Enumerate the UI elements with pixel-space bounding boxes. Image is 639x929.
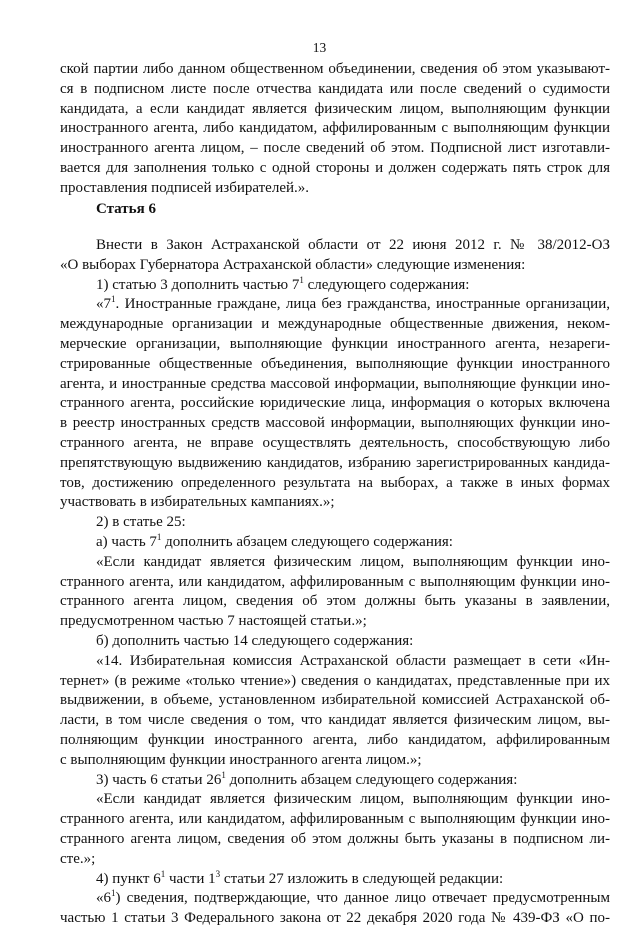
amendment-item-1: 1) статью 3 дополнить частью $7^1$ следующего содержания:	[96, 274, 470, 293]
amendment-item-3: 3) часть 6 статьи $26^1$ дополнить абзацем следующего содержания:	[96, 769, 518, 788]
text-line: тов, достижению определенного результата на выборах, а также в иных формах	[60, 474, 610, 491]
text-line: вается для заполнения только с одной стороны и должен содержать пять строк для	[60, 159, 610, 176]
text-line: Внести в Закон Астраханской области от 22 июня 2012 г. № 38/2012-ОЗ	[96, 237, 610, 253]
text-line: тернет» (в режиме «только чтение») сведения о кандидатах, представленные при их	[60, 672, 610, 689]
text-line: ласти, в том числе сведения о том, что кандидат является физическим лицом, вы-	[60, 712, 610, 729]
amendment-item-2: 2) в статье 25:	[96, 514, 186, 531]
text-line: ся в подписном листе после отчества кандидата или после сведений о судимости	[60, 80, 610, 97]
text-line: странного агента, российские юридические лица, информация о которых включена	[60, 395, 610, 412]
text-line: иностранного агента лицом, – после сведений об этом. Подписной лист изготавли-	[60, 140, 610, 157]
text-line: странного агента лицом, сведения об этом должны быть указаны в заявлении,	[60, 593, 610, 610]
article-heading: Статья 6	[96, 201, 156, 217]
text-line: проставления подписей избирателей.».	[60, 179, 310, 196]
quoted-point-6-1-first-line: «$6^1$) сведения, подтверждающие, что данное лицо отвечает предусмотренным	[96, 888, 610, 907]
text-line: агента, и иностранные средства массовой информации, выполняющие функции ино-	[60, 375, 610, 392]
quoted-part-7-1-first-line: «$7^1$. Иностранные граждане, лица без гражданства, иностранные организации,	[96, 294, 610, 313]
text-line: кандидата, а если кандидат является физическим лицом, выполняющим функции	[60, 100, 610, 117]
text-line: стрированные общественные объединения, выполняющие функции иностранного	[60, 355, 610, 372]
text-line: ской партии либо данном общественном объединении, сведения об этом указывают-	[60, 61, 610, 77]
text-line: странного агента, или кандидатом, аффилированным с выполняющим функции ино-	[60, 811, 610, 828]
continuation-paragraph	[60, 60, 610, 199]
article-body	[60, 236, 610, 929]
text-line: с выполняющим функции иностранного агента лицом.»;	[60, 751, 422, 768]
text-line: выдвижении, в объеме, установленном избирательной комиссией Астраханской об-	[60, 692, 610, 709]
text-line: «14. Избирательная комиссия Астраханской области размещает в сети «Ин-	[96, 652, 610, 669]
text-line: странного агента лицом, сведения об этом должны быть указаны в подписном ли-	[60, 830, 610, 847]
text-line: «О выборах Губернатора Астраханской области» следующие изменения:	[60, 256, 526, 273]
text-line: мерческие организации, выполняющие функции иностранного агента, незареги-	[60, 335, 610, 352]
text-line: международные организации и международные общественные движения, неком-	[60, 316, 610, 333]
text-line: «Если кандидат является физическим лицом, выполняющим функции ино-	[96, 791, 610, 808]
text-line: в реестр иностранных средств массовой информации, выполняющих функции ино-	[60, 415, 610, 432]
amendment-item-2b: б) дополнить частью 14 следующего содержания:	[96, 632, 414, 649]
amendment-item-2a: а) часть $7^1$ дополнить абзацем следующего содержания:	[96, 531, 453, 550]
text-line: участвовать в избирательных кампаниях.»;	[60, 494, 335, 511]
text-line: частью 1 статьи 3 Федерального закона от 22 декабря 2020 года № 439-ФЗ «О по-	[60, 910, 610, 927]
text-line: странного агента, не вправе осуществлять деятельность, способствующую либо	[60, 434, 610, 451]
text-line: иностранного агента, либо кандидатом, аффилированным с выполняющим функции	[60, 120, 610, 137]
text-line: препятствующую выдвижению кандидатов, избранию зарегистрированных кандида-	[60, 454, 610, 471]
text-line: сте.»;	[60, 850, 96, 867]
text-line: полняющим функции иностранного агента, либо кандидатом, аффилированным	[60, 731, 610, 748]
text-line: странного агента, или кандидатом, аффилированным с выполняющим функции ино-	[60, 573, 610, 590]
amendment-item-4: 4) пункт $6^1$ части $1^3$ статьи 27 изложить в следующей редакции:	[96, 868, 504, 887]
text-line: предусмотренном частью 7 настоящей статьи.»;	[60, 613, 367, 630]
text-line: «Если кандидат является физическим лицом, выполняющим функции ино-	[96, 553, 610, 570]
page-number: 13	[312, 40, 327, 55]
